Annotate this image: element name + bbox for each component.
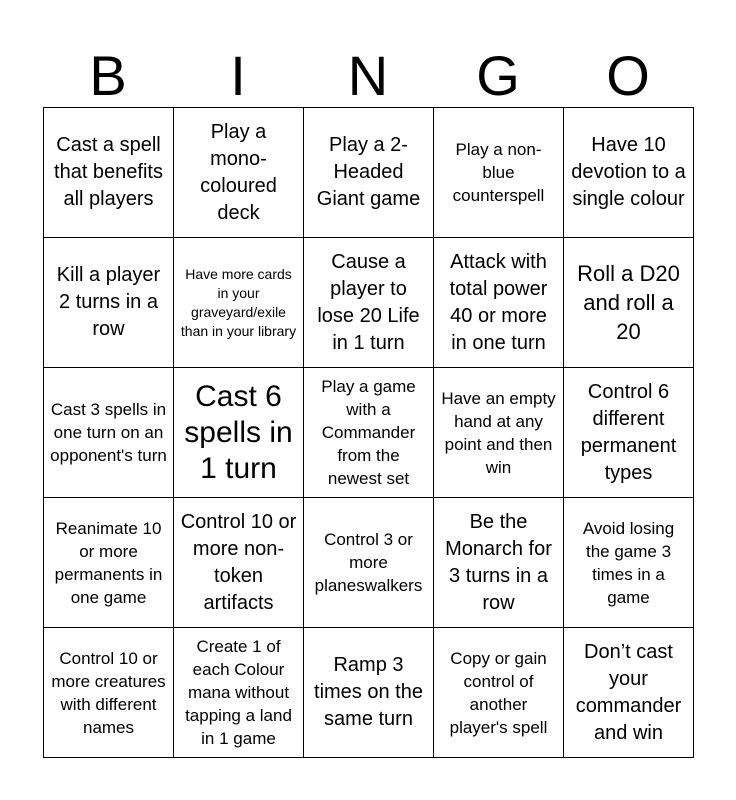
cell-text: Play a game with a Commander from the newest set xyxy=(321,377,416,488)
cell-text: Cause a player to lose 20 Life in 1 turn xyxy=(317,250,420,354)
bingo-cell[interactable] xyxy=(434,238,564,368)
bingo-cell[interactable] xyxy=(304,628,434,758)
bingo-cell[interactable] xyxy=(44,368,174,498)
cell-text: Copy or gain control of another player's spell xyxy=(449,648,548,737)
bingo-cell[interactable] xyxy=(174,628,304,758)
header-letter-i: I xyxy=(230,44,246,107)
bingo-cell[interactable] xyxy=(174,368,304,498)
cell-text: Control 10 or more non-token artifacts xyxy=(180,510,297,614)
cell-text: Ramp 3 times on the same turn xyxy=(314,654,423,730)
cell-text: Avoid losing the game 3 times in a game xyxy=(582,518,675,607)
bingo-board xyxy=(43,107,694,758)
bingo-cell[interactable] xyxy=(434,368,564,498)
cell-text: Kill a player 2 turns in a row xyxy=(56,264,161,340)
bingo-cell[interactable] xyxy=(44,238,174,368)
bingo-header xyxy=(43,44,693,108)
header-letter-o: O xyxy=(606,44,650,107)
cell-text: Play a mono-coloured deck xyxy=(200,120,277,224)
bingo-cell[interactable] xyxy=(564,108,694,238)
header-letter-b: B xyxy=(89,44,127,107)
bingo-cell[interactable] xyxy=(304,238,434,368)
bingo-cell[interactable] xyxy=(44,628,174,758)
bingo-cell[interactable] xyxy=(304,108,434,238)
cell-text: Control 10 or more creatures with different names xyxy=(51,648,166,737)
cell-text: Attack with total power 40 or more in one turn xyxy=(449,250,548,354)
cell-text: Control 3 or more planeswalkers xyxy=(314,530,423,595)
bingo-cell[interactable] xyxy=(434,628,564,758)
cell-text: Have an empty hand at any point and then win xyxy=(441,388,556,477)
bingo-cell[interactable] xyxy=(564,368,694,498)
bingo-cell[interactable] xyxy=(44,108,174,238)
header-letter-n: N xyxy=(347,44,389,107)
bingo-cell[interactable] xyxy=(304,368,434,498)
cell-text: Reanimate 10 or more permanents in one game xyxy=(54,518,163,607)
cell-text: Don’t cast your commander and win xyxy=(575,640,682,744)
bingo-cell[interactable] xyxy=(564,628,694,758)
cell-text: Play a non-blue counterspell xyxy=(452,140,545,205)
cell-text: Play a 2-Headed Giant game xyxy=(316,134,421,210)
cell-text: Cast 3 spells in one turn on an opponent's turn xyxy=(50,400,167,465)
cell-text: Cast a spell that benefits all players xyxy=(54,134,163,210)
cell-text: Control 6 different permanent types xyxy=(580,380,677,484)
cell-text: Roll a D20 and roll a 20 xyxy=(577,261,680,344)
bingo-cell[interactable] xyxy=(564,498,694,628)
bingo-cell[interactable] xyxy=(174,238,304,368)
bingo-cell[interactable] xyxy=(434,108,564,238)
bingo-cell[interactable] xyxy=(174,108,304,238)
cell-text: Have 10 devotion to a single colour xyxy=(571,134,686,210)
cell-text: Be the Monarch for 3 turns in a row xyxy=(445,510,552,614)
bingo-cell[interactable] xyxy=(174,498,304,628)
header-letter-g: G xyxy=(476,44,520,107)
bingo-cell[interactable] xyxy=(564,238,694,368)
cell-text: Create 1 of each Colour mana without tapping a land in 1 game xyxy=(185,637,292,748)
cell-text: Cast 6 spells in 1 turn xyxy=(184,379,293,485)
cell-text: Have more cards in your graveyard/exile than in your library xyxy=(180,265,297,339)
bingo-cell[interactable] xyxy=(434,498,564,628)
bingo-cell[interactable] xyxy=(44,498,174,628)
bingo-cell[interactable] xyxy=(304,498,434,628)
